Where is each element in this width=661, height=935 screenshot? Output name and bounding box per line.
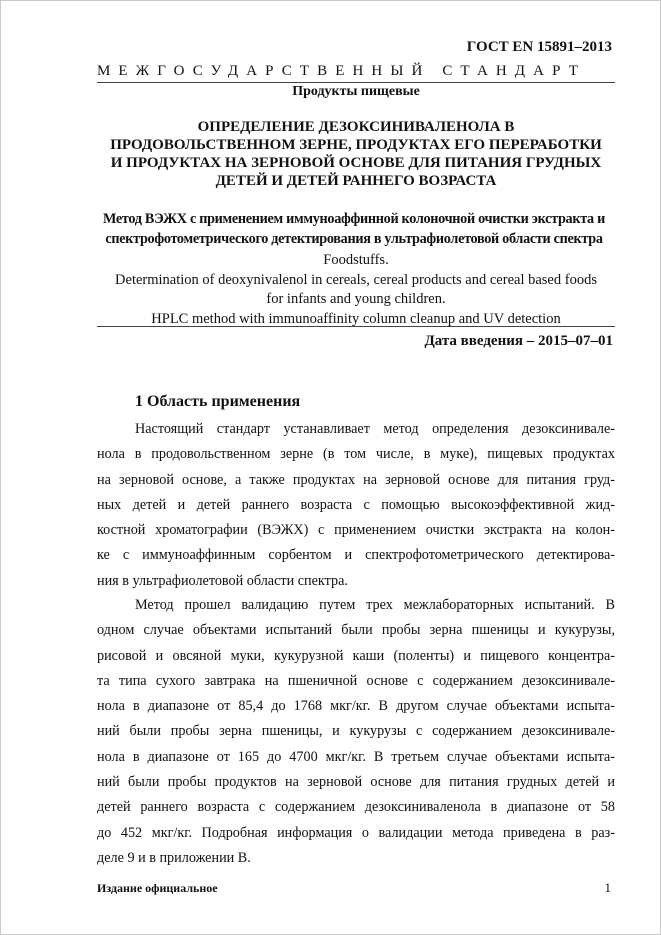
interstate-standard-label: МЕЖГОСУДАРСТВЕННЫЙ СТАНДАРТ [97, 63, 586, 79]
paragraph-line: та типа сухого завтрака на пшеничной основе с содержанием дезоксинивале- [97, 672, 615, 689]
subtitle-line: Метод ВЭЖХ с применением иммуноаффинной колоночной очистки экстракта и [103, 211, 605, 227]
paragraph-line: на зерновой основе, а также продуктах на зерновой основе для питания груд- [97, 471, 615, 488]
official-edition-label: Издание официальное [97, 881, 218, 895]
english-title-line: Foodstuffs. [323, 252, 389, 268]
paragraph-line: нола в диапазоне от 165 до 4700 мкг/кг. В третьем случае объектами испыта- [97, 748, 615, 765]
subtitle-line: спектрофотометрического детектирования в ультрафиолетовой области спектра [105, 231, 603, 247]
paragraph-line: до 452 мкг/кг. Подробная информация о валидации метода приведена в раз- [97, 824, 615, 841]
paragraph-line: рисовой и овсяной муки, кукурузной каши (поленты) и пищевого концентра- [97, 647, 615, 664]
paragraph-line: детей раннего возраста с содержанием дезоксиниваленола в диапазоне от 58 [97, 799, 615, 816]
introduction-date: Дата введения – 2015–07–01 [424, 333, 613, 349]
paragraph-line: ных детей и детей раннего возраста с помощью высокоэффективной жид- [97, 496, 615, 513]
paragraph-line: ний были пробы зерна пшеницы, и кукурузы с содержанием дезоксинивале- [97, 723, 615, 740]
validation-paragraph [97, 593, 615, 871]
english-title-line: for infants and young children. [266, 291, 446, 307]
paragraph-line: ний были пробы продуктов на зерновой основе для питания грудных детей и [97, 774, 615, 791]
section-heading: 1 Область применения [135, 393, 301, 410]
paragraph-line: деле 9 и в приложении В. [97, 849, 251, 866]
header-divider-bottom [97, 326, 615, 327]
page-number: 1 [604, 880, 611, 895]
title-line: ПРОДОВОЛЬСТВЕННОМ ЗЕРНЕ, ПРОДУКТАХ ЕГО ПЕРЕРАБОТКИ [110, 137, 602, 153]
paragraph-line: нола в продовольственном зерне (в том числе, в муке), пищевых продуктах [97, 446, 615, 463]
english-title [91, 251, 621, 329]
title-line: ОПРЕДЕЛЕНИЕ ДЕЗОКСИНИВАЛЕНОЛА В [197, 119, 515, 135]
paragraph-line: нола в диапазоне от 85,4 до 1768 мкг/кг. В другом случае объектами испыта- [97, 698, 615, 715]
gost-number: ГОСТ EN 15891–2013 [466, 39, 612, 55]
method-subtitle [71, 209, 637, 249]
paragraph-line: ния в ультрафиолетовой области спектра. [97, 572, 348, 589]
scope-paragraph [97, 417, 615, 594]
paragraph-line: Настоящий стандарт устанавливает метод определения дезоксинивале- [135, 421, 615, 437]
title-line: ДЕТЕЙ И ДЕТЕЙ РАННЕГО ВОЗРАСТА [215, 173, 497, 189]
header-divider-top [97, 82, 615, 83]
english-title-line: Determination of deoxynivalenol in cereals, cereal products and cereal based foods [115, 271, 597, 288]
paragraph-line: ке с иммуноаффинным сорбентом и спектрофотометрического детектирова- [97, 547, 615, 564]
paragraph-line: костной хроматографии (ВЭЖХ) с применением очистки экстракта на колон- [97, 522, 615, 539]
english-title-line: HPLC method with immunoaffinity column cleanup and UV detection [151, 310, 561, 327]
title-line: И ПРОДУКТАХ НА ЗЕРНОВОЙ ОСНОВЕ ДЛЯ ПИТАНИЯ ГРУДНЫХ [110, 155, 602, 171]
product-group-label: Продукты пищевые [292, 84, 420, 99]
standard-title [97, 118, 615, 190]
paragraph-line: Метод прошел валидацию путем трех межлабораторных испытаний. В [135, 597, 615, 613]
paragraph-line: одном случае объектами испытаний были пробы зерна пшеницы и кукурузы, [97, 622, 615, 639]
